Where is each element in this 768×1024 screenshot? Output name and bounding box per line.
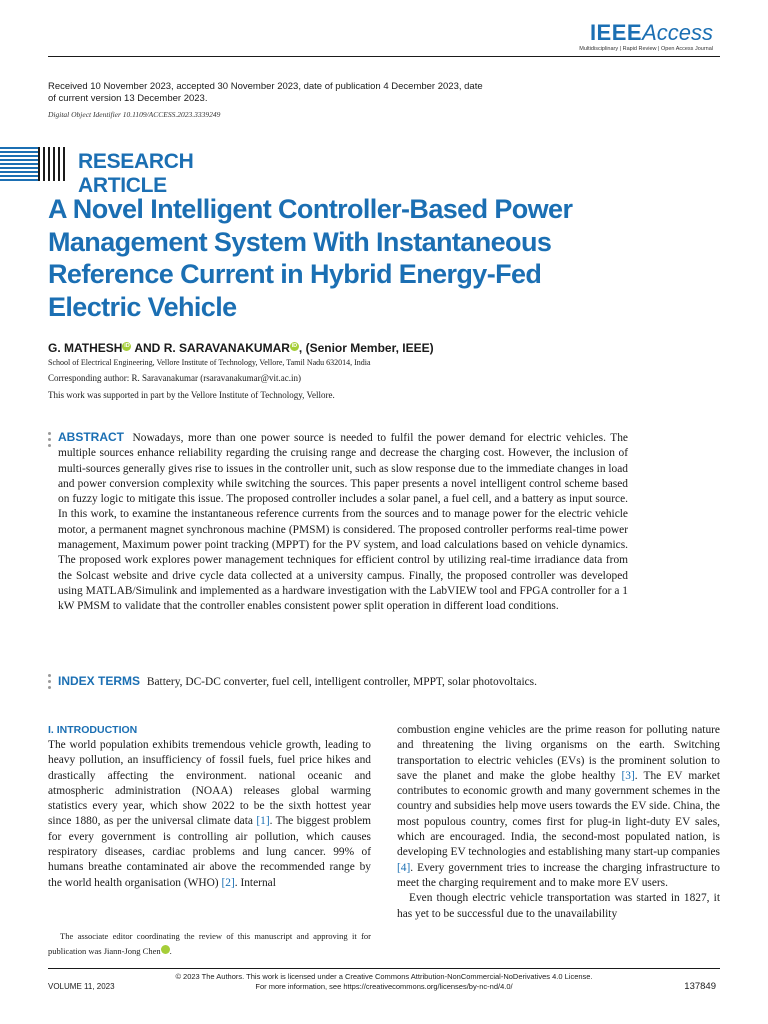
- ieee-access-logo: [590, 20, 713, 46]
- author-membership: , (Senior Member, IEEE): [298, 341, 434, 355]
- license-line: © 2023 The Authors. This work is licensed under a Creative Commons Attribution-NonCommercial-NoDerivatives 4.0 License.: [175, 972, 593, 981]
- research-article-banner: [0, 147, 270, 197]
- footer-license: [150, 972, 618, 992]
- orcid-icon[interactable]: iD: [124, 343, 130, 349]
- intro-paragraph: [397, 723, 720, 891]
- article-type-label: RESEARCH ARTICLE: [78, 150, 194, 197]
- orcid-icon[interactable]: iD: [161, 945, 170, 954]
- paper-title: A Novel Intelligent Controller-Based Power Management System With Instantaneous Reference Current in Hybrid Energy-Fed Electric Vehicle: [48, 194, 573, 322]
- paragraph-text: combustion engine vehicles are the prime reason for polluting nature and threatening the living organisms on the earth. Switching transportation to electric vehicles (EVs) is the prominent solution to save the planet and make the globe healthy: [397, 724, 720, 782]
- abstract-text: Nowadays, more than one power source is needed to fulfil the power demand for electric vehicles. The multiple sources enhance reliability regarding the cruising range and decrease the charging cost. However, the inclusion of multi-sources generally gives rise to issues in the controller unit, such as slow response due to the immediate changes in load and power conversion complexity while switching the sources. This paper presents a novel intelligent control scheme based on fuzzy logic to mitigate this issue. The proposed controller includes a solar panel, a fuel cell, and a battery as input source. In this work, to examine the instantaneous reference currents from the sources and to manage power for the electric vehicle motor, a permanent magnet synchronous machine (PMSM) is considered. The proposed controller performs real-time power management, Maximum power point tracking (MPPT) for the PV system, and load calculations based on vehicle dynamics. The proposed work explores power management techniques for efficient control by utilizing real-time irradiance data from the Solcast website and drive cycle data collected at a university campus. Finally, the proposed controller was developed using MATLAB/Simulink and implemented as a hardware investigation with the LabVIEW tool and FPGA controller for a 1 kW PMSM to validate that the controller enables consistent power split operation in different load conditions.: [58, 432, 628, 613]
- footer-divider: [48, 968, 720, 969]
- citation-link[interactable]: [2]: [221, 876, 235, 889]
- body-column-right: [397, 723, 720, 922]
- index-terms-heading: INDEX TERMS: [58, 674, 141, 688]
- index-terms-text: Battery, DC-DC converter, fuel cell, intelligent controller, MPPT, solar photovoltaics.: [146, 676, 537, 688]
- paragraph-text: . The biggest problem for every government is controlling air pollution, which causes respiratory diseases, cardiac problems and lung cancer. 99% of humans breathe contaminated air above the recommended range by the world health organisation (WHO): [48, 815, 371, 889]
- logo-tagline: Multidisciplinary | Rapid Review | Open Access Journal: [579, 46, 713, 52]
- citation-link[interactable]: [3]: [621, 769, 635, 782]
- corresponding-author: Corresponding author: R. Saravanakumar (rsaravanakumar@vit.ac.in): [48, 373, 301, 383]
- logo-ieee-text: IEEE: [589, 20, 643, 45]
- funding-statement: This work was supported in part by the Vellore Institute of Technology, Vellore.: [48, 390, 335, 400]
- paragraph-text: . Internal: [234, 876, 276, 889]
- banner-bars-decoration: [38, 147, 68, 181]
- index-terms: [58, 674, 658, 690]
- author-line: [48, 341, 434, 355]
- paragraph-text: . The EV market contributes to economic growth and many government schemes in the country and subsidies help move users towards the EV side. China, the most populous country, comes first for plug-in light-duty EV sales, which are encouraged. India, the second-most populated nation, is developing EV technologies and establishing many start-up companies: [397, 769, 720, 859]
- intro-paragraph: Even though electric vehicle transportation was started in 1827, it has yet to be successful due to the unavailability: [397, 892, 720, 920]
- author-connector: AND: [131, 341, 164, 355]
- editor-footnote: The associate editor coordinating the review of this manuscript and approving it for publication was Jiann-Jong Chen iD.: [48, 931, 371, 956]
- page-number: 137849: [684, 981, 716, 992]
- paragraph-text: . Every government tries to increase the charging infrastructure to meet the charging requirement and to make more EV users.: [397, 861, 720, 889]
- citation-link[interactable]: [4]: [397, 861, 411, 874]
- abstract-heading: ABSTRACT: [58, 430, 124, 444]
- body-column-left: [48, 723, 371, 891]
- license-link[interactable]: For more information, see https://creativecommons.org/licenses/by-nc-nd/4.0/: [255, 982, 513, 991]
- abstract-dots-decoration: [48, 432, 52, 450]
- logo-access-text: Access: [642, 20, 713, 45]
- orcid-icon[interactable]: iD: [291, 343, 298, 349]
- citation-link[interactable]: [1]: [256, 815, 270, 828]
- author-name: G. MATHESH: [48, 341, 123, 355]
- paragraph-text: The world population exhibits tremendous vehicle growth, leading to heavy pollution, an insufficiency of fossil fuels, fuel price hikes and drastically affecting the environment. national oceanic and atmospheric administration (NOAA) releases global warming statistics every year, which show 2022 to be the sixth hottest year since 1880, as per the universal climate data: [48, 739, 371, 828]
- index-terms-dots-decoration: [48, 674, 52, 692]
- banner-stripes-decoration: [0, 147, 38, 181]
- received-dates: Received 10 November 2023, accepted 30 November 2023, date of publication 4 December 2023, date of current version 13 December 2023.: [48, 81, 483, 104]
- abstract: [58, 430, 628, 615]
- intro-paragraph: [48, 738, 371, 891]
- header-divider: [48, 56, 720, 57]
- author-name: R. SARAVANAKUMAR: [163, 341, 290, 355]
- section-heading: I. INTRODUCTION: [48, 724, 138, 736]
- footer-volume: VOLUME 11, 2023: [48, 982, 115, 991]
- affiliation: School of Electrical Engineering, Vellore Institute of Technology, Vellore, Tamil Nadu 632014, India: [48, 358, 371, 367]
- footnote-text: The associate editor coordinating the review of this manuscript and approving it for publication was Jiann-Jong Chen: [48, 931, 371, 956]
- doi-identifier: Digital Object Identifier 10.1109/ACCESS.2023.3339249: [48, 110, 221, 119]
